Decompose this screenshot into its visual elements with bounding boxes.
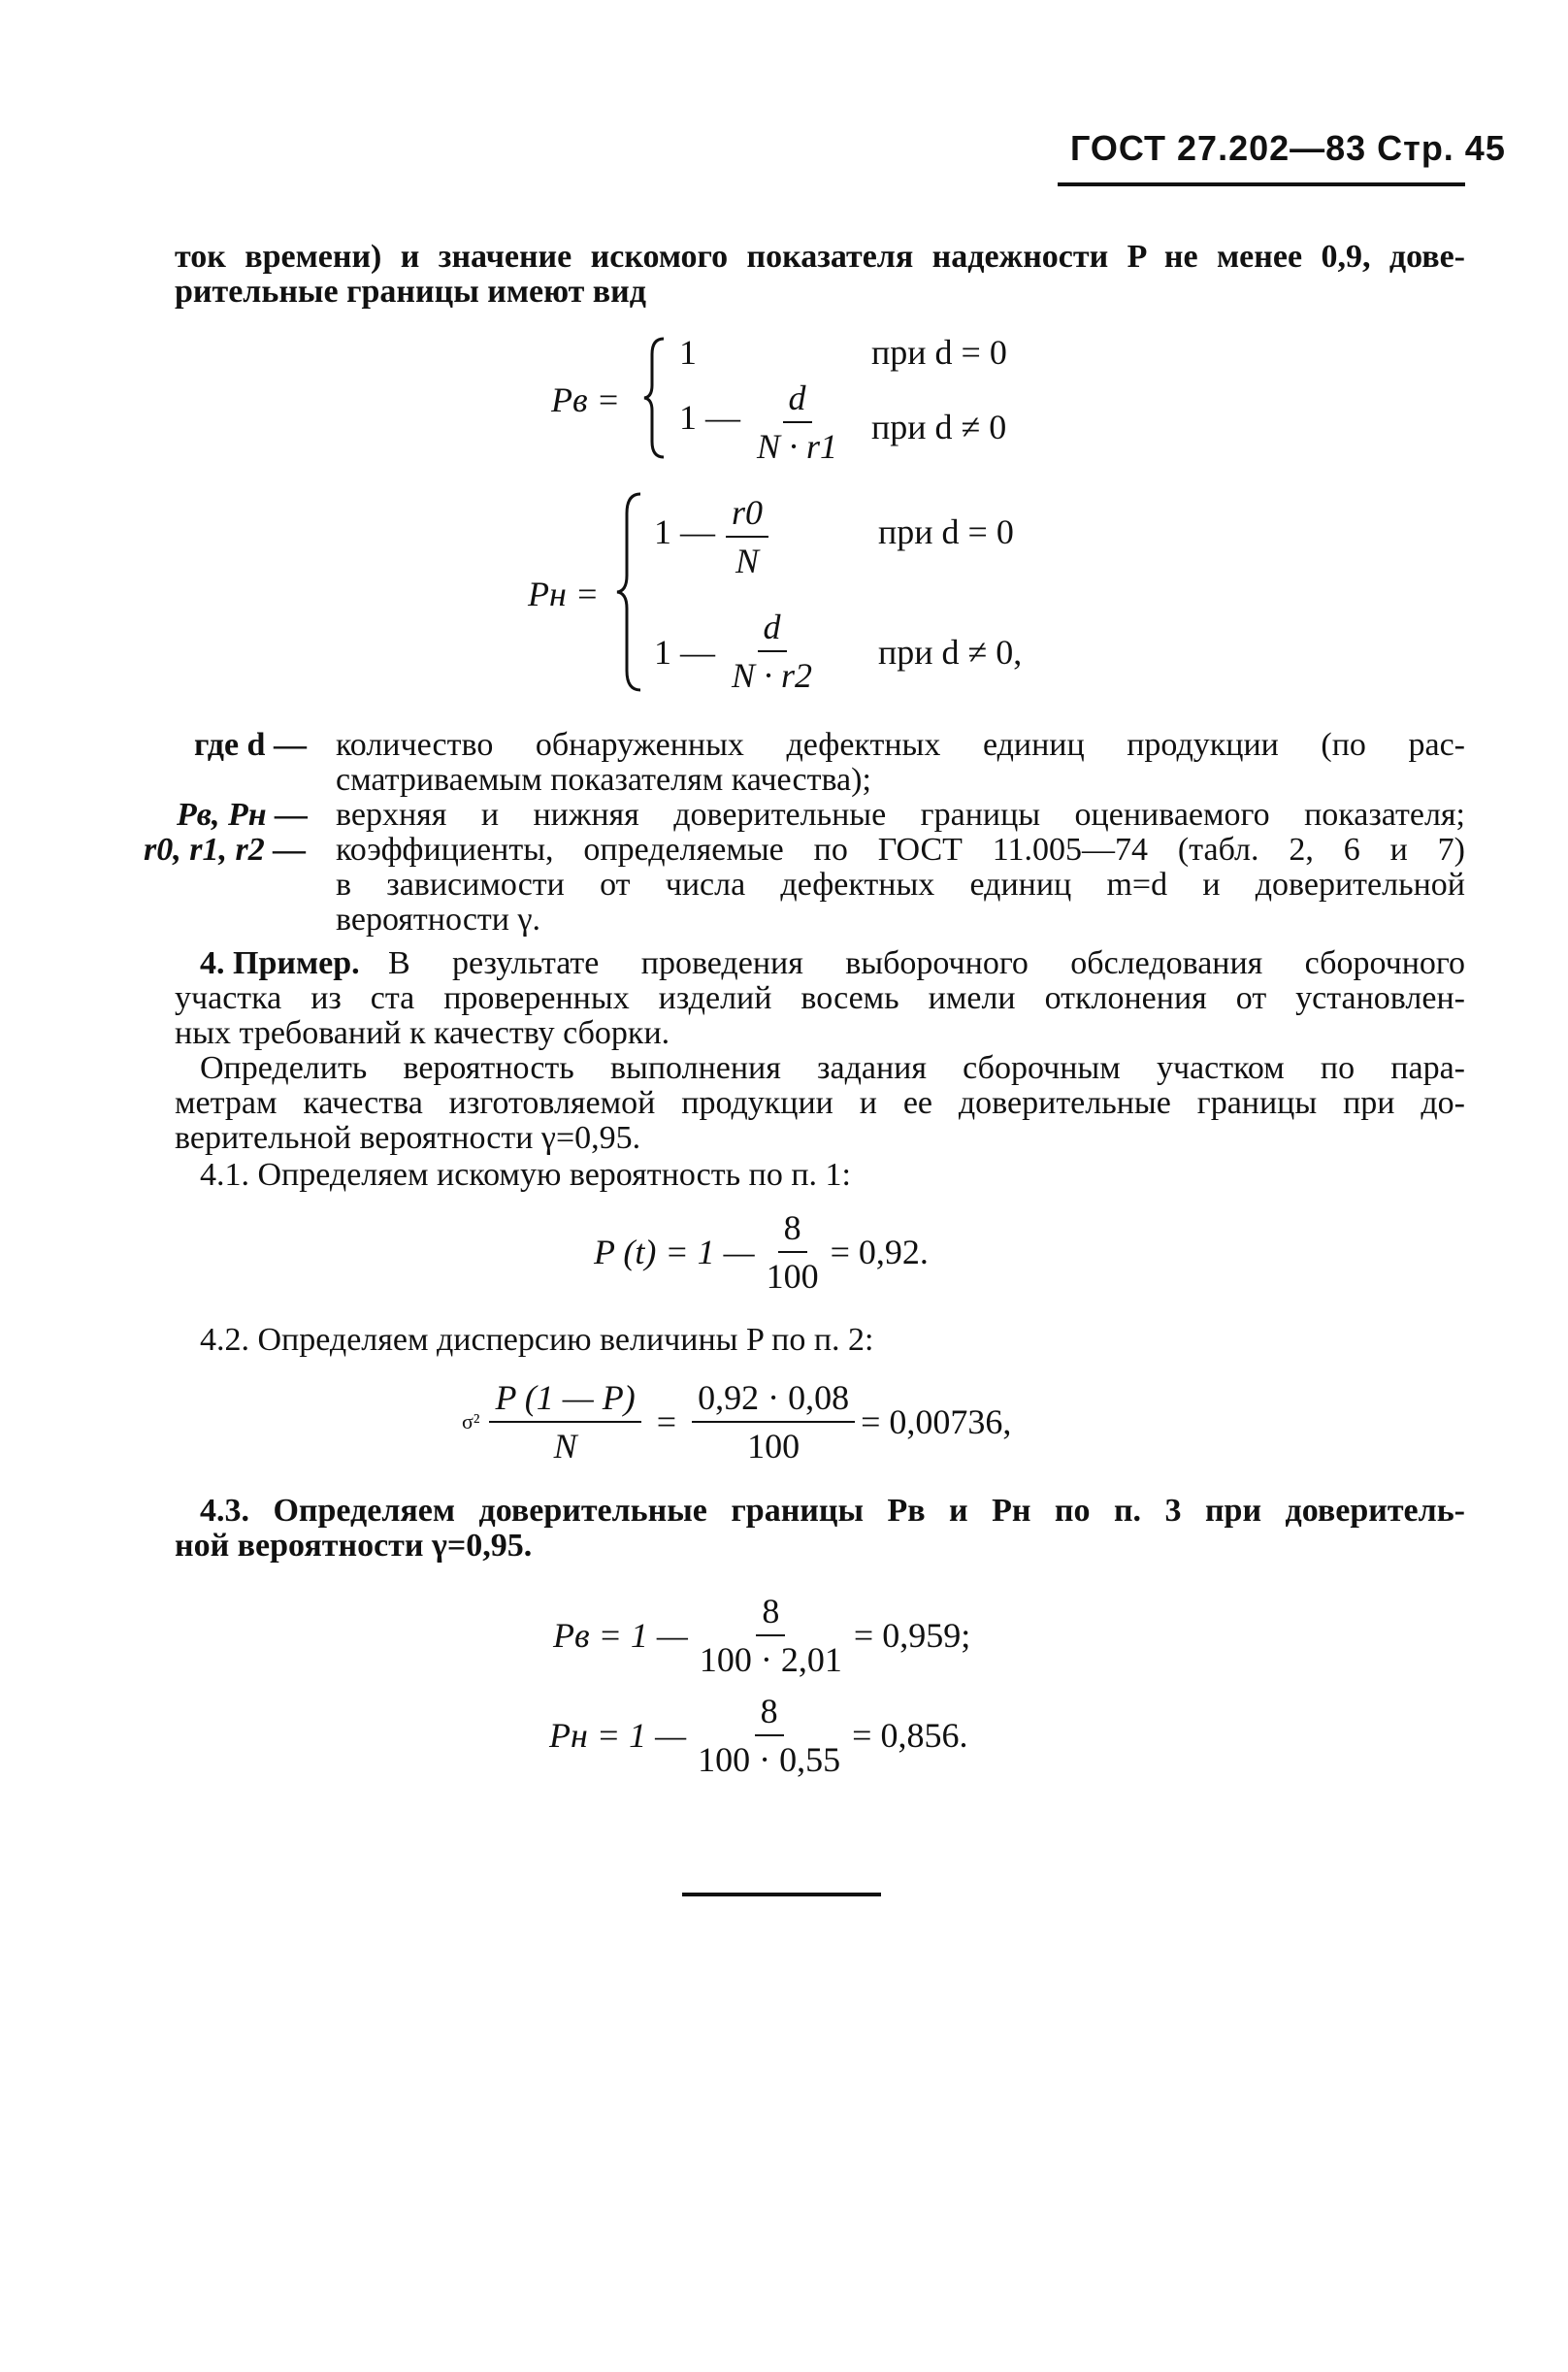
step-4-1-rhs: = 0,92. (830, 1233, 929, 1271)
step-4-1-lhs: P (t) = 1 — (594, 1233, 755, 1271)
intro-line-2: рительные границы имеют вид (175, 274, 646, 310)
step-4-1-text: 4.1. Определяем искомую вероятность по п. 1: (200, 1157, 851, 1193)
step-4-1-den: 100 (766, 1257, 819, 1296)
step-4-2-rhs: = 0,00736, (861, 1402, 1012, 1441)
page-header: ГОСТ 27.202—83 Стр. 45 (1070, 128, 1506, 168)
step-4-3-pn-den: 100 · 0,55 (698, 1740, 841, 1779)
pv-case2-frac (745, 379, 849, 466)
example-line-5: метрам качества изготовляемой продукции и ее доверительные границы при до- (175, 1085, 1465, 1121)
step-4-3-pn-rhs: = 0,856. (852, 1716, 968, 1755)
step-4-3-pn-lhs: Pн = 1 — (549, 1716, 687, 1755)
step-4-3-line-1: 4.3. Определяем доверительные границы Pв и Pн по п. 3 при доверитель- (200, 1493, 1465, 1529)
step-4-3-pn-formula (549, 1692, 967, 1779)
definition-text: в зависимости от числа дефектных единиц m=d и доверительной (336, 867, 1465, 903)
header-rule (1058, 182, 1465, 186)
pn-case1-num: r0 (726, 493, 768, 538)
pn-case2-prefix: 1 — (654, 633, 715, 672)
step-4-3-pv-rhs: = 0,959; (853, 1616, 971, 1655)
definition-term: Pв, Pн — (177, 797, 309, 833)
step-4-1-num: 8 (778, 1208, 807, 1253)
step-4-2-formula (462, 1378, 1011, 1466)
step-4-2-frac1-num: P (1 — P) (489, 1378, 640, 1423)
definition-text: коэффициенты, определяемые по ГОСТ 11.005—74 (табл. 2, 6 и 7) (336, 832, 1465, 868)
pn-case2-num: d (758, 608, 787, 652)
pn-case1-den: N (735, 542, 760, 580)
example-line-3: ных требований к качеству сборки. (175, 1015, 670, 1051)
example-heading: 4. Пример. (200, 945, 360, 981)
example-line-4: Определить вероятность выполнения задания сборочным участком по пара- (200, 1050, 1465, 1086)
step-4-3-pn-num: 8 (755, 1692, 784, 1736)
pv-lhs: Pв = (551, 380, 620, 419)
pn-lhs: Pн = (528, 575, 600, 613)
pn-case1-frac (720, 493, 774, 580)
step-4-2-frac2-num: 0,92 · 0,08 (692, 1378, 855, 1423)
definition-text: вероятности γ. (336, 902, 541, 938)
step-4-2-sigma: σ² (462, 1409, 480, 1433)
example-text: В результате проведения выборочного обследования сборочного (388, 945, 1465, 981)
step-4-2-text: 4.2. Определяем дисперсию величины P по п. 2: (200, 1322, 874, 1358)
definition-term: где d — (194, 727, 307, 763)
step-4-3-pv-formula (553, 1592, 970, 1679)
pv-case1-expr: 1 (679, 333, 697, 372)
step-4-3-pv-lhs: Pв = 1 — (553, 1616, 688, 1655)
pv-case2-cond: при d ≠ 0 (871, 408, 1007, 446)
example-line-2: участка из ста проверенных изделий восемь имели отклонения от установлен- (175, 980, 1465, 1016)
pn-case1-prefix: 1 — (654, 512, 715, 551)
end-rule (682, 1893, 881, 1896)
step-4-2-frac1-den: N (553, 1427, 577, 1466)
pv-case2-num: d (783, 379, 812, 423)
step-4-3-pv-den: 100 · 2,01 (699, 1640, 842, 1679)
left-brace-icon (613, 490, 646, 694)
step-4-2-frac2-den: 100 (747, 1427, 800, 1466)
step-4-2-eq: = (656, 1402, 677, 1441)
pn-case1-cond: при d = 0 (878, 512, 1014, 551)
definition-text: верхняя и нижняя доверительные границы оцениваемого показателя; (336, 797, 1465, 833)
example-line-1 (200, 946, 1465, 981)
pn-case2-cond: при d ≠ 0, (878, 633, 1023, 672)
step-4-3-line-2: ной вероятности γ=0,95. (175, 1528, 533, 1564)
definition-text: сматриваемым показателям качества); (336, 762, 871, 798)
pv-case2-den: N · r1 (757, 427, 838, 466)
pv-case2-prefix: 1 — (679, 398, 740, 437)
definition-term: r0, r1, r2 — (144, 832, 307, 868)
pv-case1-cond: при d = 0 (871, 333, 1007, 372)
step-4-3-pv-num: 8 (756, 1592, 785, 1636)
example-line-6: верительной вероятности γ=0,95. (175, 1120, 641, 1156)
left-brace-icon (640, 335, 670, 461)
pn-case2-den: N · r2 (732, 656, 813, 695)
intro-line-1: ток времени) и значение искомого показателя надежности P не менее 0,9, дове- (175, 239, 1465, 275)
pn-case2-frac (720, 608, 824, 695)
definition-text: количество обнаруженных дефектных единиц продукции (по рас- (336, 727, 1465, 763)
step-4-1-formula (594, 1208, 929, 1296)
